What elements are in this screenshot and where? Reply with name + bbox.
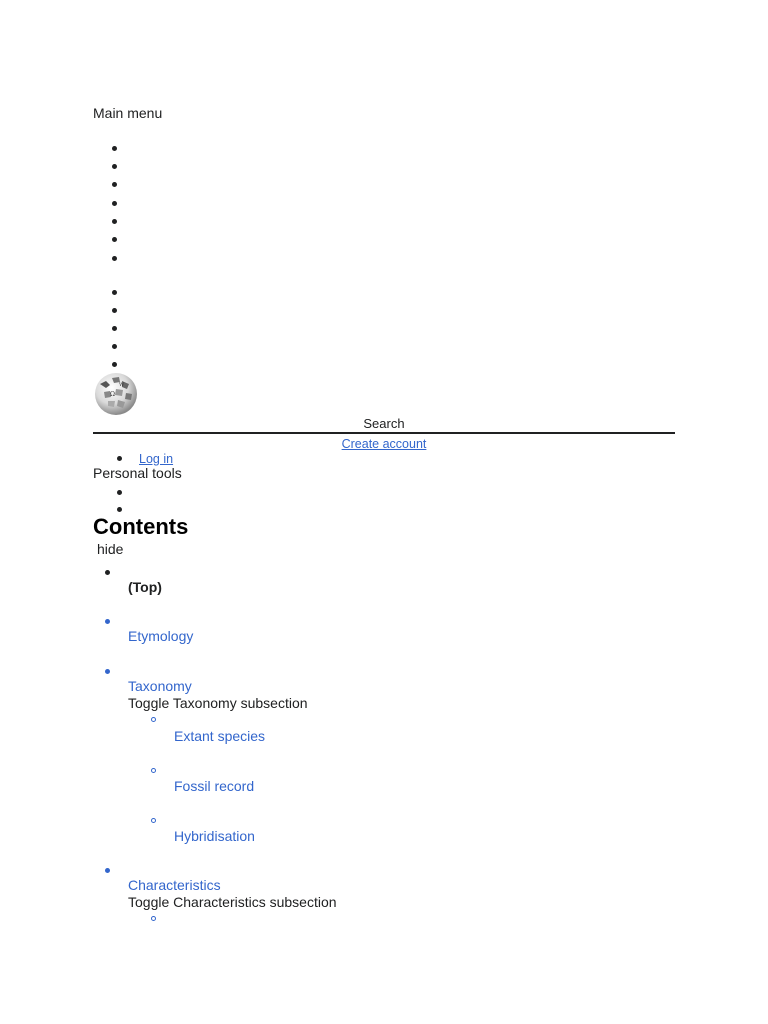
list-item[interactable] xyxy=(112,326,117,331)
list-item xyxy=(105,570,110,575)
toc-item-fossil-record[interactable]: Fossil record xyxy=(174,778,255,794)
list-item[interactable] xyxy=(112,146,117,151)
toggle-taxonomy-button[interactable]: Toggle Taxonomy subsection xyxy=(128,695,308,711)
list-item xyxy=(105,868,110,873)
toc-item-etymology[interactable]: Etymology xyxy=(128,628,194,644)
list-item[interactable] xyxy=(112,237,117,242)
toc-hide-button[interactable]: hide xyxy=(97,541,124,557)
list-item[interactable] xyxy=(112,219,117,224)
list-item[interactable] xyxy=(112,182,117,187)
toc-item-hybridisation[interactable]: Hybridisation xyxy=(174,828,255,844)
create-account-link[interactable]: Create account xyxy=(341,437,427,451)
search-input[interactable] xyxy=(93,432,675,434)
main-menu-label[interactable]: Main menu xyxy=(93,105,163,121)
log-in-link[interactable]: Log in xyxy=(139,452,174,466)
list-item[interactable] xyxy=(117,490,122,495)
list-item[interactable] xyxy=(112,344,117,349)
list-item[interactable] xyxy=(112,164,117,169)
list-item[interactable] xyxy=(112,256,117,261)
personal-tools-label[interactable]: Personal tools xyxy=(93,465,182,481)
list-item xyxy=(151,768,156,773)
list-item xyxy=(151,916,156,921)
wikipedia-globe-icon[interactable] xyxy=(92,372,140,416)
toc-item-characteristics[interactable]: Characteristics xyxy=(128,877,221,893)
list-item[interactable] xyxy=(112,362,117,367)
toc-item-top[interactable]: (Top) xyxy=(128,579,162,595)
list-item xyxy=(105,669,110,674)
toggle-characteristics-button[interactable]: Toggle Characteristics subsection xyxy=(128,894,337,910)
list-item xyxy=(151,818,156,823)
list-item[interactable] xyxy=(112,290,117,295)
list-item xyxy=(151,717,156,722)
list-item xyxy=(105,619,110,624)
list-item[interactable] xyxy=(112,201,117,206)
svg-text:Ω: Ω xyxy=(110,391,115,398)
list-item[interactable] xyxy=(117,507,122,512)
toc-item-extant-species[interactable]: Extant species xyxy=(174,728,266,744)
list-item[interactable] xyxy=(112,308,117,313)
svg-text:W: W xyxy=(119,382,125,388)
list-item xyxy=(117,456,122,461)
search-button[interactable]: Search xyxy=(363,416,405,431)
toc-item-taxonomy[interactable]: Taxonomy xyxy=(128,678,192,694)
toc-title: Contents xyxy=(93,514,189,539)
